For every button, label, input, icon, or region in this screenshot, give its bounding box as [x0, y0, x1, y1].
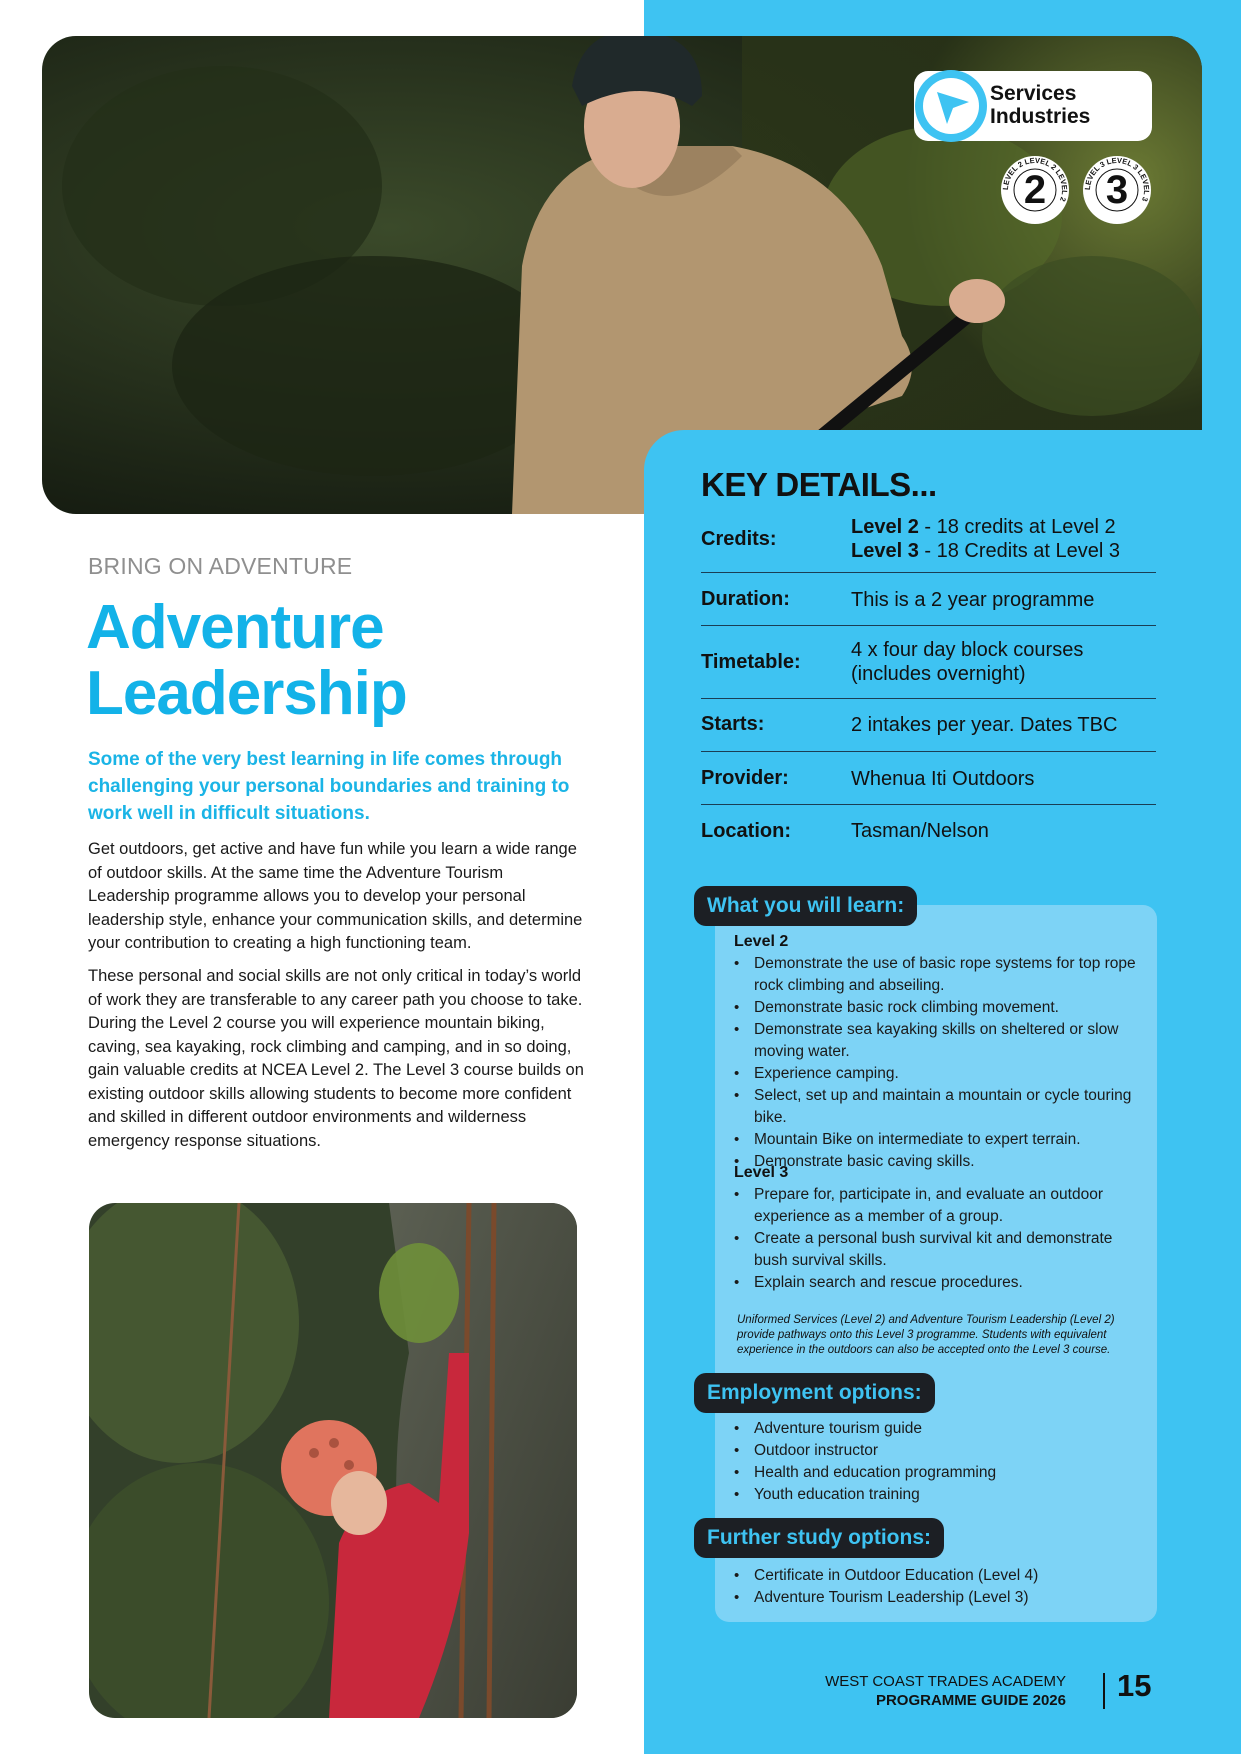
compass-icon	[915, 70, 987, 142]
detail-row-duration	[701, 572, 1156, 626]
credits-label: Credits:	[701, 528, 777, 550]
list-item: • Demonstrate sea kayaking skills on sheltered or slow moving water.	[734, 1019, 1144, 1063]
provider-label: Provider:	[701, 767, 789, 789]
list-item: • Select, set up and maintain a mountain or cycle touring bike.	[734, 1085, 1144, 1129]
credits-value	[851, 515, 1156, 563]
body-paragraph-2: These personal and social skills are not only critical in today’s world of work they are transferable to any career path you choose to take. During the Level 2 course you will experience mountain biking, caving, sea kayaking, rock climbing and camping, and in so doing, gain valuable credits at NCEA Level 2. The Level 3 course builds on existing outdoor skills allowing students to become more confident and skilled in different outdoor environments and wilderness emergency response situations.	[88, 967, 584, 1150]
duration-label: Duration:	[701, 588, 790, 610]
level-2-list	[734, 953, 1144, 1173]
lead-paragraph: Some of the very best learning in life comes through challenging your personal boundaries and training to work well in difficult situations.	[88, 749, 570, 824]
category-line2: Industries	[990, 105, 1091, 128]
list-item: • Demonstrate basic caving skills.	[734, 1151, 1144, 1173]
level-3-badge	[1082, 155, 1152, 225]
detail-row-credits	[701, 515, 1156, 573]
key-details-title: KEY DETAILS...	[701, 466, 937, 503]
provider-value: Whenua Iti Outdoors	[851, 768, 1035, 790]
starts-value: 2 intakes per year. Dates TBC	[851, 714, 1118, 736]
level-3-ring-text: LEVEL 3 LEVEL 3 LEVEL 3	[1082, 155, 1152, 203]
list-item: • Outdoor instructor	[734, 1440, 1144, 1462]
list-item: • Youth education training	[734, 1484, 1144, 1506]
level-2-heading: Level 2	[734, 933, 789, 950]
detail-row-location	[701, 820, 1156, 850]
list-item: • Explain search and rescue procedures.	[734, 1272, 1144, 1294]
list-item: • Demonstrate the use of basic rope systems for top rope rock climbing and abseiling.	[734, 953, 1144, 997]
footer-divider	[1103, 1673, 1105, 1709]
detail-row-starts	[701, 698, 1156, 752]
eyebrow-text: BRING ON ADVENTURE	[88, 553, 353, 579]
level-3-heading: Level 3	[734, 1164, 789, 1181]
list-item: • Create a personal bush survival kit and demonstrate bush survival skills.	[734, 1228, 1144, 1272]
level-3-number: 3	[1105, 168, 1129, 212]
timetable-value	[851, 638, 1156, 686]
level-2-number: 2	[1023, 168, 1047, 212]
credits-l3-bold: Level 3	[851, 540, 919, 562]
list-item: • Demonstrate basic rock climbing movement.	[734, 997, 1144, 1019]
employment-options-heading: Employment options:	[694, 1373, 935, 1413]
footer-academy: WEST COAST TRADES ACADEMY	[825, 1673, 1066, 1690]
timetable-line1: 4 x four day block courses	[851, 639, 1084, 661]
duration-value: This is a 2 year programme	[851, 589, 1095, 611]
further-study-heading: Further study options:	[694, 1518, 944, 1558]
location-value: Tasman/Nelson	[851, 820, 989, 842]
category-line1: Services	[990, 82, 1077, 105]
location-label: Location:	[701, 820, 791, 842]
timetable-label: Timetable:	[701, 651, 801, 673]
title-line1: Adventure	[86, 593, 384, 662]
what-you-will-learn-heading: What you will learn:	[694, 886, 917, 926]
further-study-list	[734, 1565, 1144, 1609]
detail-row-timetable	[701, 625, 1156, 699]
credits-l3-rest: - 18 Credits at Level 3	[918, 540, 1121, 562]
title-line2: Leadership	[86, 659, 407, 728]
starts-label: Starts:	[701, 713, 765, 735]
footer-guide: PROGRAMME GUIDE 2026	[875, 1692, 1066, 1709]
list-item: • Adventure tourism guide	[734, 1418, 1144, 1440]
page-title	[86, 595, 407, 727]
list-item: • Adventure Tourism Leadership (Level 3)	[734, 1587, 1144, 1609]
detail-row-provider	[701, 751, 1156, 805]
list-item: • Health and education programming	[734, 1462, 1144, 1484]
list-item: • Mountain Bike on intermediate to expert terrain.	[734, 1129, 1144, 1151]
level-2-badge	[1000, 155, 1070, 225]
climber-photo	[89, 1203, 577, 1718]
timetable-line2: (includes overnight)	[851, 663, 1026, 685]
list-item: • Prepare for, participate in, and evaluate an outdoor experience as a member of a group.	[734, 1184, 1144, 1228]
category-label	[990, 82, 1150, 128]
body-paragraph-1: Get outdoors, get active and have fun while you learn a wide range of outdoor skills. At the same time the Adventure Tourism Leadership programme allows you to develop your personal leadership style, enhance your communication skills, and determine your contribution to creating a high functioning team.	[88, 840, 583, 952]
credits-l2-bold: Level 2	[851, 516, 919, 538]
page-number: 15	[1117, 1668, 1152, 1703]
pathway-note: Uniformed Services (Level 2) and Adventure Tourism Leadership (Level 2) provide pathways onto this Level 3 programme. Students with equivalent experience in the outdoors can also be accepted onto the Level 3 course.	[737, 1314, 1115, 1356]
list-item: • Certificate in Outdoor Education (Level 4)	[734, 1565, 1144, 1587]
list-item: • Experience camping.	[734, 1063, 1144, 1085]
level-3-list	[734, 1184, 1144, 1294]
employment-list	[734, 1418, 1144, 1506]
level-2-ring-text: LEVEL 2 LEVEL 2 LEVEL 2	[1000, 155, 1070, 203]
credits-l2-rest: - 18 credits at Level 2	[918, 516, 1116, 538]
